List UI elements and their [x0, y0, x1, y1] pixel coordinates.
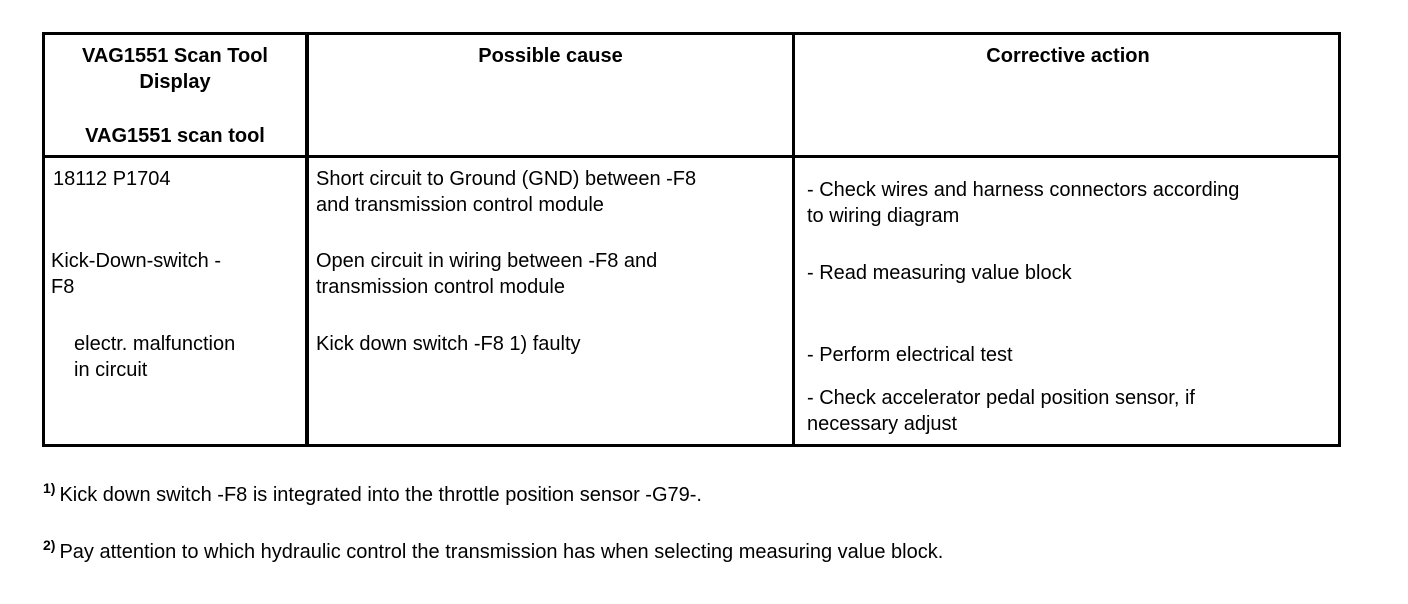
action-item-line1: - Perform electrical test [807, 344, 1013, 366]
header-display-title [45, 43, 305, 95]
component-name-line2: F8 [51, 276, 75, 298]
footnote-text: Kick down switch -F8 is integrated into the throttle position sensor -G79-. [59, 484, 702, 506]
cause-item-line1: Short circuit to Ground (GND) between -F8 [316, 168, 697, 190]
cause-item-line2: and transmission control module [316, 194, 604, 216]
action-item-line2: to wiring diagram [807, 205, 960, 227]
column-divider-2 [792, 35, 795, 444]
fault-type-line2: in circuit [74, 359, 148, 381]
fault-code: 18112 P1704 [53, 168, 171, 190]
action-item [807, 260, 1072, 286]
header-display-subtitle: VAG1551 scan tool [85, 125, 265, 147]
footnote [43, 537, 943, 564]
header-display-title-line1: VAG1551 Scan Tool [82, 45, 268, 67]
cause-item-line1: Kick down switch -F8 1) faulty [316, 333, 581, 355]
footnote-marker: 1) [43, 480, 56, 496]
action-item-line2: necessary adjust [807, 413, 958, 435]
fault-table [42, 32, 1341, 447]
cause-item [316, 331, 581, 357]
action-item [807, 342, 1013, 368]
cause-item-line1: Open circuit in wiring between -F8 and [316, 250, 658, 272]
action-item-line1: - Read measuring value block [807, 262, 1072, 284]
action-item [807, 385, 1195, 437]
footnote [43, 480, 702, 507]
footnote-marker: 2) [43, 537, 56, 553]
fault-type [74, 331, 235, 383]
header-display-title-line2: Display [139, 71, 211, 93]
header-corrective-action: Corrective action [986, 45, 1150, 67]
column-divider-1 [305, 35, 309, 444]
fault-type-line1: electr. malfunction [74, 333, 236, 355]
header-possible-cause: Possible cause [478, 45, 623, 67]
cause-item-line2: transmission control module [316, 276, 565, 298]
component-name-line1: Kick-Down-switch - [51, 250, 222, 272]
action-item-line1: - Check wires and harness connectors according [807, 179, 1240, 201]
cause-item [316, 166, 696, 218]
footnote-text: Pay attention to which hydraulic control the transmission has when selecting measuring value block. [59, 541, 944, 563]
action-item [807, 177, 1239, 229]
action-item-line1: - Check accelerator pedal position sensor, if [807, 387, 1195, 409]
header-divider [45, 155, 1338, 158]
component-name [51, 248, 221, 300]
cause-item [316, 248, 657, 300]
